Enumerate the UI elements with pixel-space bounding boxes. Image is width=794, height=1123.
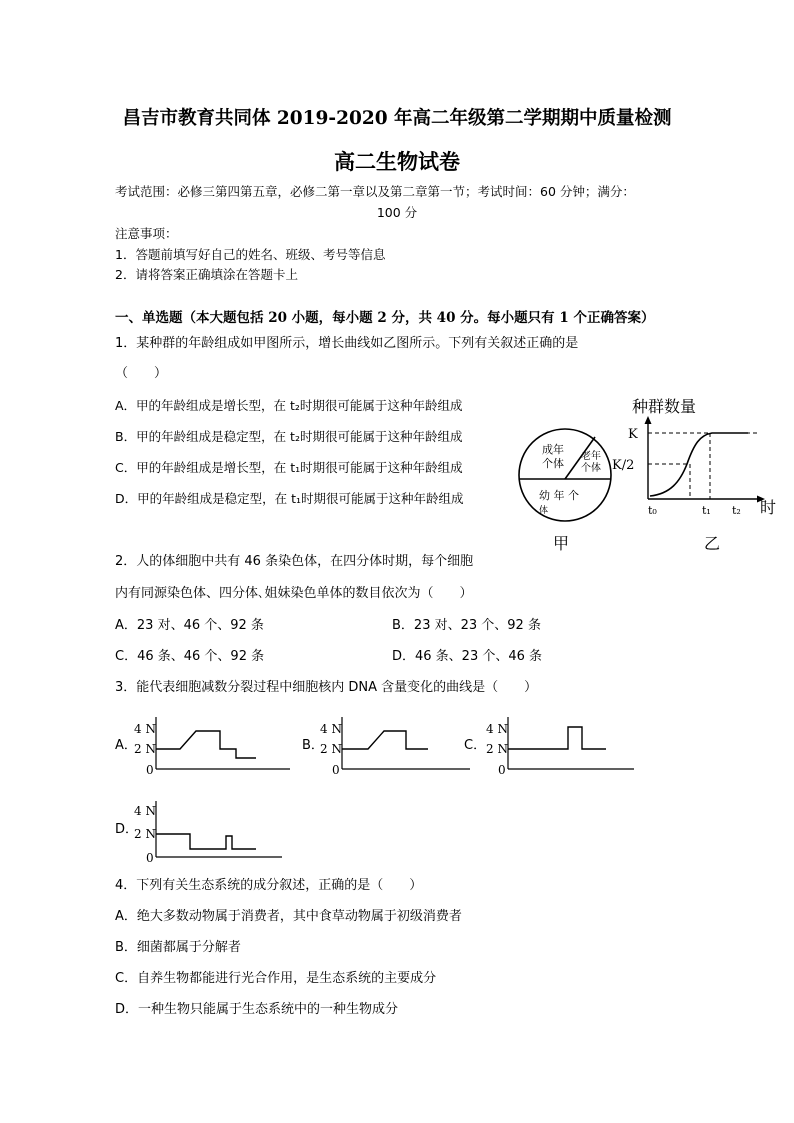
- q4-option-c: C．自养生物都能进行光合作用，是生态系统的主要成分: [115, 971, 437, 986]
- adult-label-2: 个体: [542, 457, 564, 470]
- note-1: 1．答题前填写好自己的姓名、班级、考号等信息: [115, 247, 386, 262]
- young-label-2: 体: [539, 506, 549, 516]
- graph-b-2n: 2 N: [320, 742, 342, 756]
- q1-option-a: A．甲的年龄组成是增长型，在 t₂时期很可能属于这种年龄组成: [115, 398, 463, 413]
- graph-b-4n: 4 N: [320, 722, 342, 736]
- q3-graph-d: [132, 797, 292, 867]
- yi-k-label: K: [628, 427, 638, 442]
- yi-ylabel: 种群数量: [632, 397, 697, 416]
- q2-stem-line1: 2．人的体细胞中共有 46 条染色体，在四分体时期，每个细胞: [115, 554, 474, 569]
- yi-y-arrow: [645, 416, 652, 424]
- q3-stem: 3．能代表细胞减数分裂过程中细胞核内 DNA 含量变化的曲线是（ ）: [115, 680, 538, 695]
- graph-b-curve: [342, 731, 428, 749]
- section-heading: 一、单选题（本大题包括 20 小题，每小题 2 分，共 40 分。每小题只有 1 个正确答案）: [115, 310, 655, 326]
- q1-option-c: C．甲的年龄组成是增长型，在 t₁时期很可能属于这种年龄组成: [115, 460, 463, 475]
- yi-t0-label: t₀: [648, 504, 657, 517]
- old-label-2: 个体: [581, 463, 601, 474]
- yi-t2-label: t₂: [732, 504, 741, 517]
- q3-label-a: A．: [115, 738, 137, 753]
- q3-graph-c: [484, 713, 644, 779]
- q3-graph-b: [320, 713, 480, 779]
- exam-title: 昌吉市教育共同体 2019-2020 年高二年级第二学期期中质量检测: [122, 108, 672, 129]
- q3-label-c: C．: [464, 738, 487, 753]
- q1-option-b: B．甲的年龄组成是稳定型，在 t₂时期很可能属于这种年龄组成: [115, 429, 463, 444]
- q4-option-a: A．绝大多数动物属于消费者，其中食草动物属于初级消费者: [115, 909, 462, 924]
- q4-option-b: B．细菌都属于分解者: [115, 940, 241, 955]
- exam-scope-line2: 100 分: [376, 205, 418, 220]
- young-label-1: 幼 年 个: [539, 489, 579, 502]
- q2-option-a: A．23 对、46 个、92 条: [115, 618, 264, 633]
- graph-d-4n: 4 N: [134, 804, 156, 818]
- old-label-1: 老年: [581, 451, 601, 462]
- graph-a-0: 0: [146, 763, 154, 777]
- graph-a-curve: [156, 731, 256, 758]
- graph-d-2n: 2 N: [134, 827, 156, 841]
- exam-scope-line1: 考试范围：必修三第四第五章，必修二第一章以及第二章第一节；考试时间：60 分钟；满分：: [115, 184, 635, 199]
- graph-b-0: 0: [332, 763, 340, 777]
- graph-a-4n: 4 N: [134, 722, 156, 736]
- yi-xlabel: 时: [760, 498, 777, 517]
- exam-subtitle: 高二生物试卷: [334, 149, 460, 174]
- figure-jia-caption: 甲: [553, 534, 570, 553]
- adult-label-1: 成年: [542, 443, 564, 456]
- figure-yi-caption: 乙: [704, 534, 721, 553]
- q3-graph-a: [134, 713, 300, 779]
- q1-option-d: D．甲的年龄组成是稳定型，在 t₁时期很可能属于这种年龄组成: [115, 491, 464, 506]
- q1-blank: （ ）: [115, 366, 168, 381]
- yi-k2-label: K/2: [612, 458, 635, 473]
- notes-title: 注意事项：: [115, 226, 178, 241]
- q2-option-b: B．23 对、23 个、92 条: [392, 618, 541, 633]
- figure-yi-growth-curve: [608, 392, 788, 562]
- q3-label-b: B．: [302, 738, 324, 753]
- q2-option-d: D．46 条、23 个、46 条: [392, 649, 543, 664]
- q4-stem: 4．下列有关生态系统的成分叙述，正确的是（ ）: [115, 878, 423, 893]
- q2-stem-line2: 内有同源染色体、四分体､姐妹染色单体的数目依次为（ ）: [115, 586, 473, 601]
- q2-option-c: C．46 条、46 个、92 条: [115, 649, 265, 664]
- graph-d-curve: [156, 834, 256, 849]
- graph-c-4n: 4 N: [486, 722, 508, 736]
- q3-label-d: D．: [115, 822, 139, 837]
- age-circle: [519, 429, 611, 521]
- note-2: 2．请将答案正确填涂在答题卡上: [115, 267, 298, 282]
- graph-a-2n: 2 N: [134, 742, 156, 756]
- graph-d-0: 0: [146, 851, 154, 865]
- graph-c-curve: [508, 727, 606, 749]
- graph-c-2n: 2 N: [486, 742, 508, 756]
- yi-t1-label: t₁: [702, 504, 711, 517]
- graph-c-0: 0: [498, 763, 506, 777]
- q4-option-d: D．一种生物只能属于生态系统中的一种生物成分: [115, 1002, 399, 1017]
- q1-stem: 1．某种群的年龄组成如甲图所示，增长曲线如乙图所示。下列有关叙述正确的是: [115, 336, 579, 351]
